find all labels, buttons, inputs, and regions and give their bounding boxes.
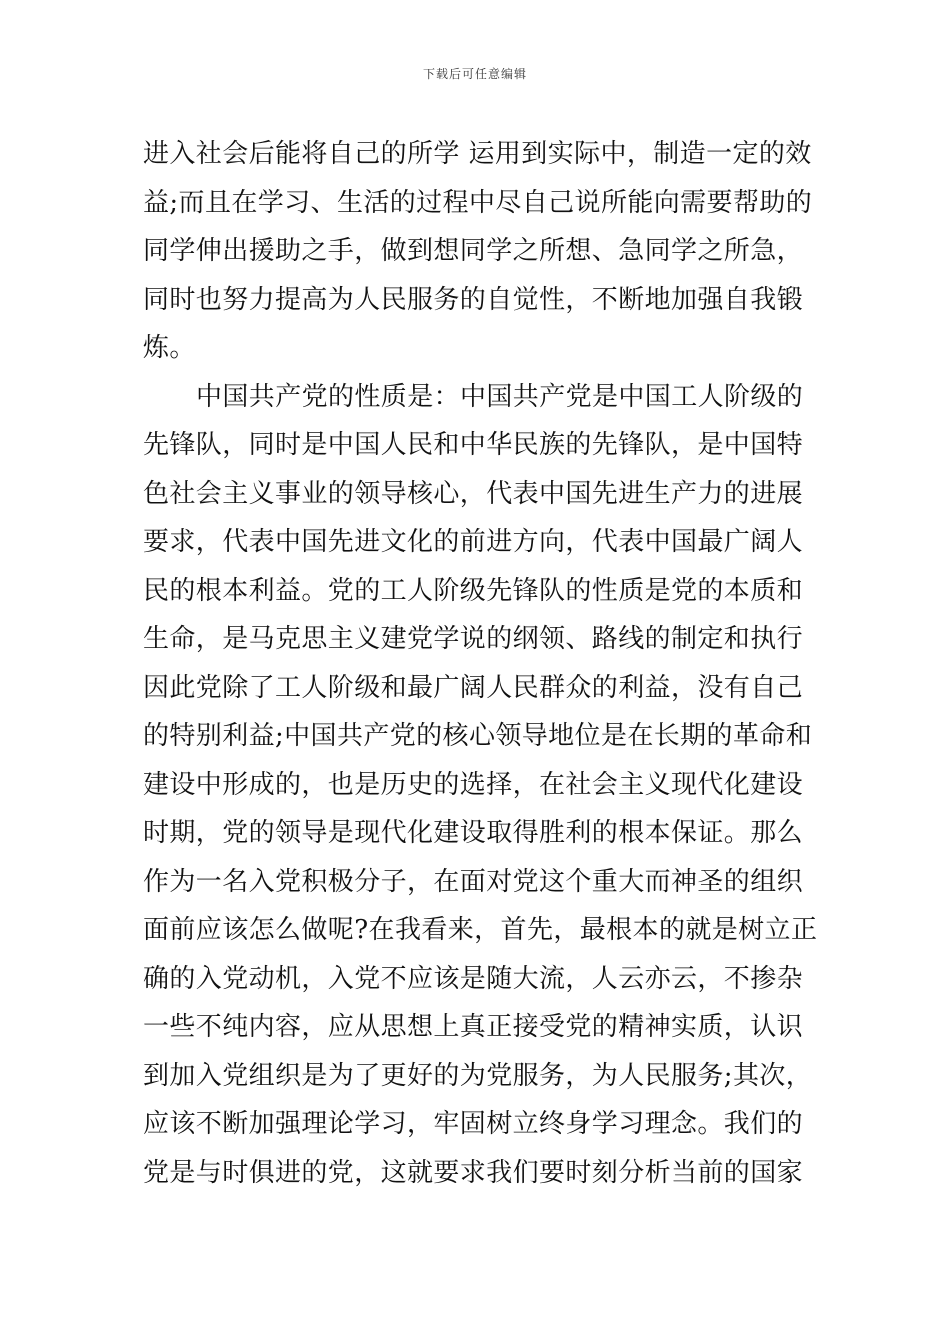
text-line: 色社会主义事业的领导核心，代表中国先进生产力的进展 xyxy=(143,478,804,509)
text-line: 作为一名入党积极分子，在面对党这个重大而神圣的组织 xyxy=(143,866,804,897)
page-header-note: 下载后可任意编辑 xyxy=(422,67,527,81)
text-line: 的特别利益;中国共产党的核心领导地位是在长期的革命和 xyxy=(143,721,813,751)
text-line: 到加入党组织是为了更好的为党服务，为人民服务;其次， xyxy=(143,1060,813,1091)
text-line: 应该不断加强理论学习，牢固树立终身学习理念。我们的 xyxy=(143,1109,804,1139)
text-line: 先锋队，同时是中国人民和中华民族的先锋队，是中国特 xyxy=(143,430,804,460)
text-line: 因此党除了工人阶级和最广阔人民群众的利益，没有自己 xyxy=(143,672,804,703)
text-line: 生命，是马克思主义建党学说的纲领、路线的制定和执行 xyxy=(143,624,804,654)
text-line: 党是与时俱进的党，这就要求我们要时刻分析当前的国家 xyxy=(143,1157,804,1188)
text-line: 民的根本利益。党的工人阶级先锋队的性质是党的本质和 xyxy=(143,575,804,606)
text-line: 同学伸出援助之手，做到想同学之所想、急同学之所急， xyxy=(143,236,804,266)
paragraph-first-line: 中国共产党的性质是：中国共产党是中国工人阶级的 xyxy=(196,381,804,412)
text-line: 益;而且在学习、生活的过程中尽自己说所能向需要帮助的 xyxy=(143,187,813,218)
text-line: 同时也努力提高为人民服务的自觉性，不断地加强自我锻 xyxy=(143,284,804,315)
text-line: 进入社会后能将自己的所学 运用到实际中，制造一定的效 xyxy=(143,139,812,169)
body-text xyxy=(143,130,818,1197)
text-line: 炼。 xyxy=(143,333,196,363)
text-line: 建设中形成的，也是历史的选择，在社会主义现代化建设 xyxy=(143,769,804,800)
text-line: 时期，党的领导是现代化建设取得胜利的根本保证。那么 xyxy=(143,818,804,848)
text-line: 确的入党动机，入党不应该是随大流，人云亦云，不掺杂 xyxy=(143,963,804,994)
text-line: 要求，代表中国先进文化的前进方向，代表中国最广阔人 xyxy=(143,527,804,557)
text-line: 面前应该怎么做呢?在我看来，首先，最根本的就是树立正 xyxy=(143,915,818,945)
text-line: 一些不纯内容，应从思想上真正接受党的精神实质，认识 xyxy=(143,1012,804,1042)
